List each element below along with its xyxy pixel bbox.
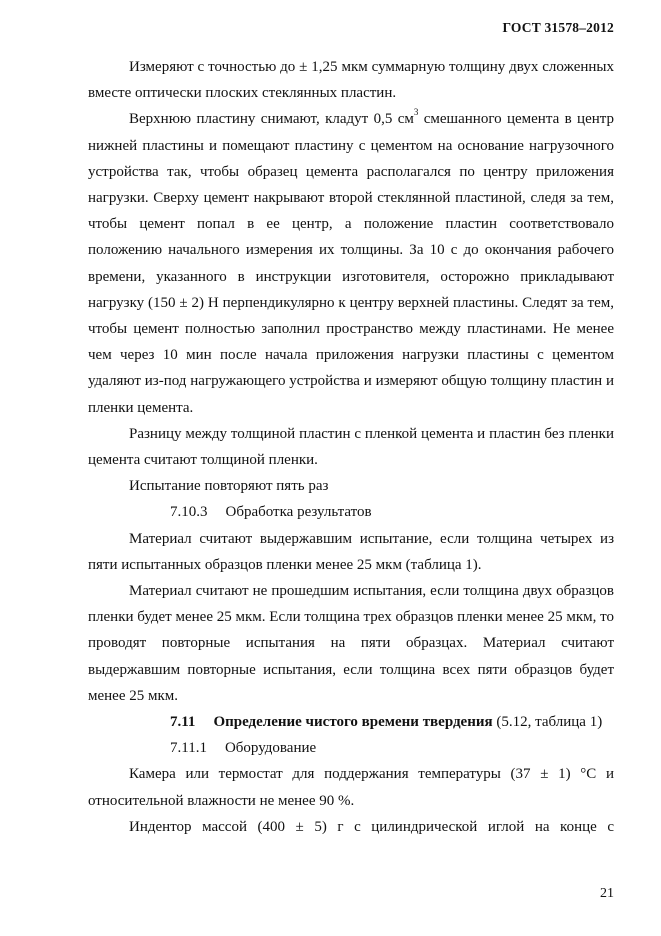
paragraph-place-cement: [88, 106, 614, 420]
section-title: Оборудование: [224, 740, 317, 757]
paragraph-measure-thickness: Измеряют с точностью до ± 1,25 мкм суммарную толщину двух сложенных вместе оптически плоских стеклянных пластин.: [88, 59, 614, 102]
document-body: [88, 54, 614, 840]
superscript-cubic: 3: [413, 107, 419, 118]
section-heading-7-10-3: [88, 499, 614, 525]
section-heading-7-11: [88, 709, 614, 735]
section-title: Определение чистого времени твердения: [213, 714, 493, 731]
paragraph-passed-criteria: Материал считают выдержавшим испытание, если толщина четырех из пяти испытанных образцов пленки менее 25 мкм (таблица 1).: [88, 530, 614, 573]
paragraph-chamber-thermostat: Камера или термостат для поддержания температуры (37 ± 1) °С и относительной влажности не менее 90 %.: [88, 766, 614, 809]
paragraph-repeat-five-times: Испытание повторяют пять раз: [129, 478, 329, 495]
section-title: Обработка результатов: [225, 504, 372, 521]
section-number: 7.11.1: [170, 740, 207, 757]
paragraph-place-cement-rest: смешанного цемента в центр нижней пластины и помещают пластину с цементом на основание нагрузочного устройства так, чтобы образец цемента располагался по центру приложения нагрузки. Сверху цемент накрывают второй стеклянной пластиной, следя за тем, чтобы цемент попал в ее центр, а положение пластин соответствовало положению начального измерения их толщины. За 10 с до окончания рабочего времени, указанного в инструкции изготовителя, осторожно прикладывают нагрузку (150 ± 2) Н перпендикулярно к центру верхней пластины. Следят за тем, чтобы цемент полностью заполнил пространство между пластинами. Не менее чем через 10 мин после начала приложения нагрузки пластины с цементом удаляют из-под нагружающего устройства и измеряют общую толщину пластин и пленки цемента.: [88, 111, 615, 416]
paragraph-film-thickness-definition: Разницу между толщиной пластин с пленкой цемента и пластин без пленки цемента считают толщиной пленки.: [88, 425, 614, 469]
paragraph-indenter: Индентор массой (400 ± 5) г с цилиндрической иглой на конце с: [129, 818, 614, 835]
page-number: 21: [600, 886, 614, 901]
section-number: 7.10.3: [170, 504, 208, 521]
document-standard-header: ГОСТ 31578–2012: [502, 20, 614, 35]
section-reference: (5.12, таблица 1): [492, 714, 603, 731]
paragraph-place-cement-start: Верхнюю пластину снимают, кладут 0,5 см: [129, 111, 414, 128]
section-number: 7.11: [170, 714, 196, 731]
section-heading-7-11-1: [88, 735, 614, 761]
paragraph-failed-criteria: Материал считают не прошедшим испытания, если толщина двух образцов пленки будет менее 25 мкм. Если толщина трех образцов пленки менее 25 мкм, то проводят повторные испытания на пяти образцах. Материал считают выдержавшим повторные испытания, если толщина всех пяти образцов будет менее 25 мкм.: [88, 583, 614, 704]
